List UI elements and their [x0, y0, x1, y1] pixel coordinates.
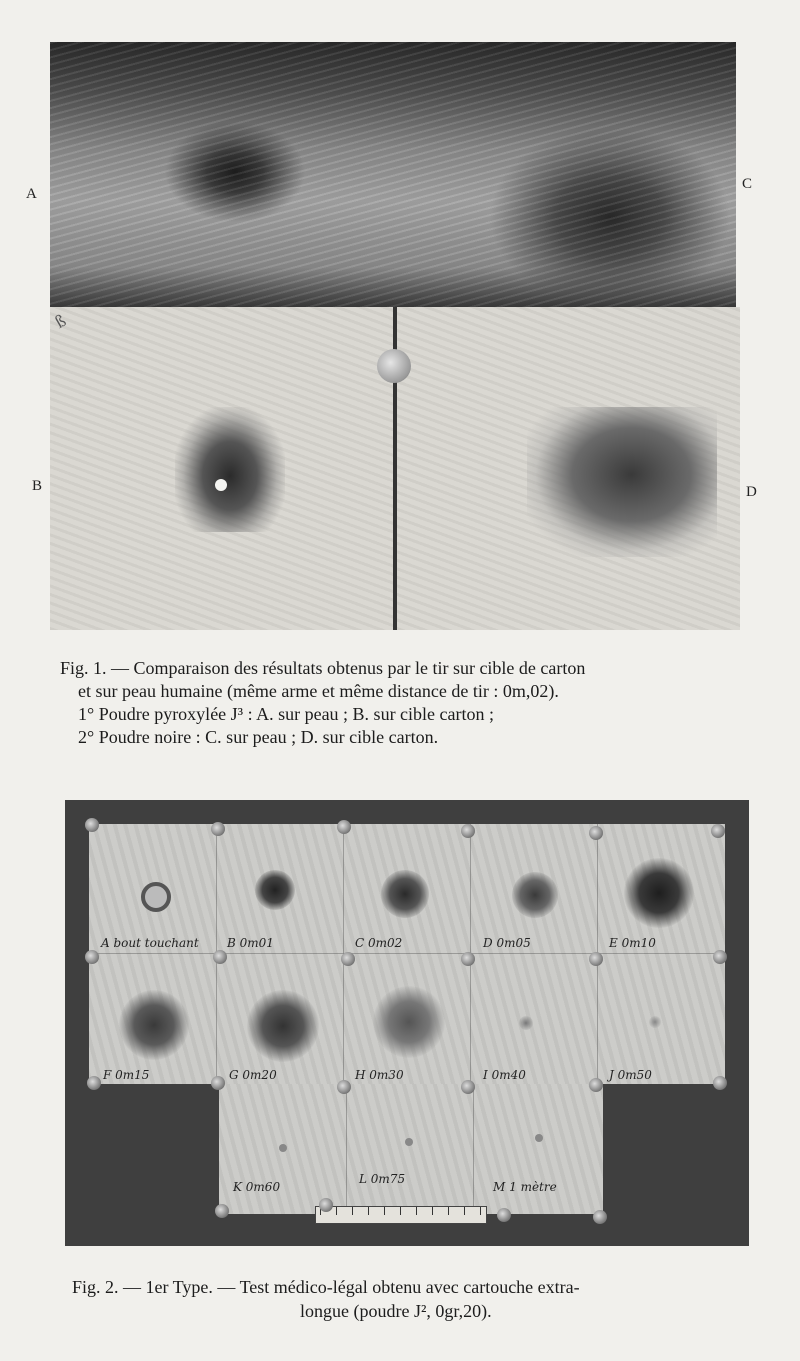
target-label-k: K 0m60 — [233, 1180, 281, 1194]
powder-spot-j — [649, 1016, 661, 1028]
powder-spot-i — [519, 1016, 533, 1030]
target-label-d: D 0m05 — [483, 936, 531, 950]
target-label-m: M 1 mètre — [493, 1180, 557, 1194]
caption-1-line-1: Fig. 1. — Comparaison des résultats obtenus par le tir sur cible de carton — [60, 658, 586, 678]
powder-spot-f — [119, 990, 189, 1060]
target-label-g: G 0m20 — [229, 1068, 277, 1082]
corner-mark: ß — [51, 310, 70, 332]
pin — [713, 1076, 727, 1090]
powder-blot-b — [175, 407, 285, 532]
label-b: B — [32, 478, 43, 494]
caption-2-line-2: longue (poudre J², 0gr,20). — [300, 1301, 492, 1321]
pin — [85, 950, 99, 964]
caption-1-line-4: 2° Poudre noire : C. sur peau ; D. sur cible carton. — [78, 727, 439, 747]
pin — [87, 1076, 101, 1090]
caption-2-line-1: Fig. 2. — 1er Type. — Test médico-légal obtenu avec cartouche extra- — [72, 1277, 580, 1297]
figure-1-caption — [60, 657, 760, 749]
pin — [589, 1078, 603, 1092]
target-label-f: F 0m15 — [103, 1068, 150, 1082]
target-board-top — [89, 824, 725, 1084]
label-d: D — [746, 484, 757, 500]
powder-spot-m — [535, 1134, 543, 1142]
target-label-h: H 0m30 — [355, 1068, 404, 1082]
target-label-j: J 0m50 — [609, 1068, 652, 1082]
powder-spot-h — [373, 986, 445, 1058]
label-a: A — [26, 186, 37, 202]
pin — [497, 1208, 511, 1222]
target-label-e: E 0m10 — [609, 936, 656, 950]
target-label-c: C 0m02 — [355, 936, 403, 950]
row-divider — [89, 953, 725, 954]
caption-1-line-3: 1° Poudre pyroxylée J³ : A. sur peau ; B. sur cible carton ; — [78, 704, 495, 724]
powder-spot-d — [512, 872, 558, 918]
target-label-a: A bout touchant — [101, 936, 199, 950]
caption-1-line-2: et sur peau humaine (même arme et même distance de tir : 0m,02). — [78, 681, 559, 701]
powder-spot-g — [247, 990, 319, 1062]
target-label-i: I 0m40 — [483, 1068, 526, 1082]
col-divider — [346, 1084, 347, 1214]
powder-spot-e — [624, 858, 694, 928]
bullet-hole-b — [215, 479, 227, 491]
pin — [211, 822, 225, 836]
col-divider — [473, 1084, 474, 1214]
label-c: C — [742, 176, 753, 192]
target-board-bottom — [219, 1084, 603, 1214]
pin — [589, 952, 603, 966]
pin — [319, 1198, 333, 1212]
powder-spot-l — [405, 1138, 413, 1146]
powder-spot-k — [279, 1144, 287, 1152]
figure-1-photograph — [50, 42, 736, 630]
skin-photo-strip — [50, 42, 736, 307]
pin — [589, 826, 603, 840]
target-label-b: B 0m01 — [227, 936, 274, 950]
figure-2-photograph — [65, 800, 749, 1246]
carton-target-b — [50, 307, 393, 630]
pin — [711, 824, 725, 838]
target-label-l: L 0m75 — [359, 1172, 406, 1186]
figure-2-caption — [72, 1275, 762, 1323]
reference-coin — [377, 349, 411, 383]
pin — [215, 1204, 229, 1218]
pin — [341, 952, 355, 966]
pin — [211, 1076, 225, 1090]
pin — [461, 1080, 475, 1094]
pin — [713, 950, 727, 964]
pin — [461, 824, 475, 838]
powder-blot-d — [527, 407, 717, 557]
pin — [85, 818, 99, 832]
pin — [593, 1210, 607, 1224]
pin — [337, 1080, 351, 1094]
powder-spot-c — [381, 870, 429, 918]
powder-spot-a — [141, 882, 171, 912]
pin — [213, 950, 227, 964]
powder-spot-b — [255, 870, 295, 910]
measuring-ruler — [315, 1206, 487, 1224]
pin — [337, 820, 351, 834]
pin — [461, 952, 475, 966]
carton-target-d — [397, 307, 740, 630]
